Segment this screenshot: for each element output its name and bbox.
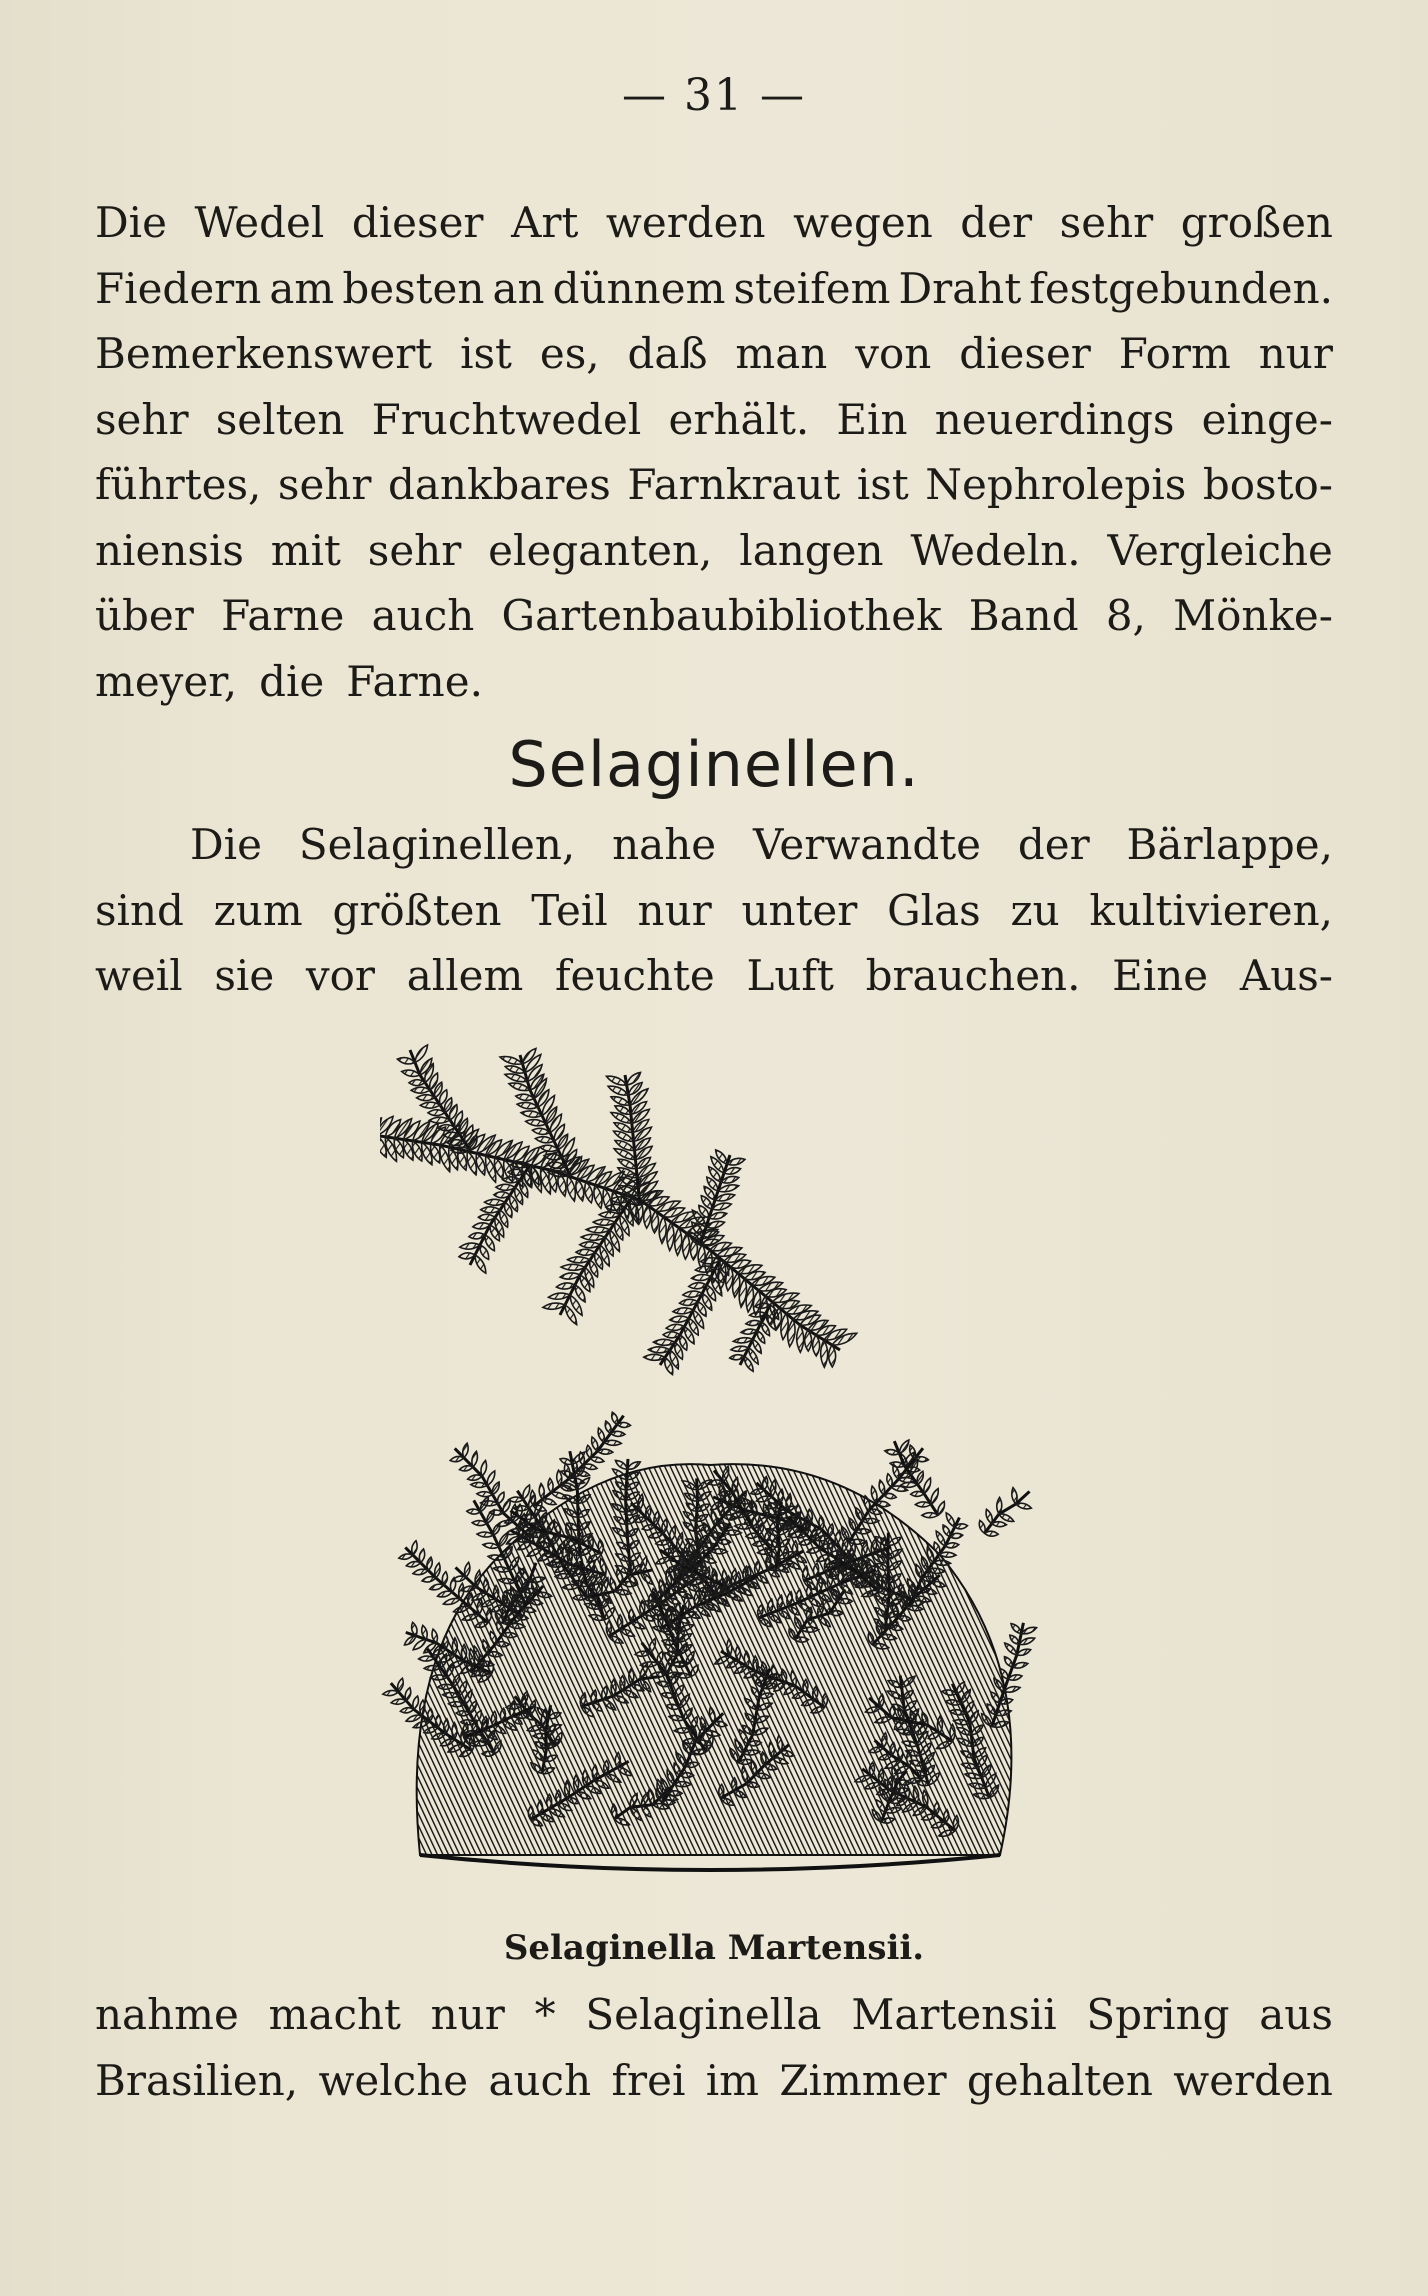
word: auch [488, 2055, 592, 2105]
text-line [95, 329, 1333, 395]
word: zum [213, 885, 303, 935]
word: über [95, 591, 194, 640]
word: Zimmer [779, 2055, 947, 2105]
word: größten [332, 885, 502, 935]
word: nur [1258, 329, 1333, 378]
word: Art [511, 198, 579, 247]
word: werden [605, 198, 766, 247]
word: sehr [95, 394, 189, 444]
word: Draht [898, 263, 1022, 313]
word: nur [430, 1990, 505, 2039]
word: von [855, 329, 932, 378]
word: Verwandte [752, 820, 982, 869]
text-line [95, 886, 1333, 952]
word: meyer, [95, 656, 238, 706]
word: sie [214, 951, 275, 1000]
word: einge- [1201, 394, 1333, 444]
word: ist [856, 460, 909, 509]
word: Ein [836, 394, 908, 444]
word: daß [627, 329, 708, 378]
word: bosto- [1202, 460, 1333, 509]
word: Band [968, 591, 1079, 640]
word: die [259, 656, 325, 706]
plant-clump [383, 1412, 1037, 1870]
word: Wedeln. [910, 525, 1081, 575]
word: auch [371, 591, 475, 640]
word: großen [1180, 198, 1333, 247]
text-line [95, 2056, 1333, 2122]
text-line [95, 657, 1333, 723]
word: mit [270, 525, 341, 575]
word: Teil [531, 885, 608, 935]
word: Farne. [346, 656, 483, 706]
word: sehr [367, 525, 462, 575]
word: unter [741, 885, 858, 935]
word: Gartenbaubibliothek [501, 591, 942, 640]
paragraph-ferns [95, 198, 1333, 722]
text-line [95, 951, 1333, 1017]
word: Farnkraut [627, 460, 841, 509]
frond-sprig [380, 1045, 857, 1375]
word: Mönke- [1173, 591, 1333, 640]
word: nahme [95, 1990, 239, 2039]
word: dieser [351, 198, 484, 247]
word: Spring [1086, 1990, 1230, 2039]
figure-caption: Selaginella Martensii. [503, 1928, 925, 1968]
word: Luft [746, 951, 834, 1000]
word: macht [268, 1990, 401, 2039]
paragraph-selaginellen [95, 820, 1333, 1017]
selaginella-illustration [380, 1035, 1060, 1895]
word: nahe [612, 820, 717, 869]
word: Fiedern [95, 263, 262, 313]
word: Aus- [1239, 951, 1333, 1000]
word: Fruchtwedel [371, 394, 642, 444]
word: sind [95, 885, 184, 935]
word: vor [305, 951, 376, 1000]
word: eleganten, [488, 525, 713, 575]
word: dieser [959, 329, 1091, 378]
word: im [705, 2055, 759, 2105]
word: Selaginellen, [298, 820, 576, 869]
word: Form [1118, 329, 1231, 378]
text-line [95, 820, 1333, 886]
word: Eine [1112, 951, 1209, 1000]
word: Brasilien, [95, 2055, 299, 2105]
word: langen [739, 525, 884, 575]
word: sehr [1059, 198, 1154, 247]
word: 8, [1105, 591, 1146, 640]
word: Bemerkenswert [95, 329, 433, 378]
word: festgebunden. [1029, 263, 1333, 313]
word: führtes, [95, 460, 262, 509]
word: * [534, 1990, 556, 2039]
text-line [95, 526, 1333, 592]
word: zu [1010, 885, 1060, 935]
word: der [1017, 820, 1090, 869]
word: werden [1173, 2055, 1333, 2105]
word: dünnem [552, 263, 726, 313]
word: dankbares [387, 460, 611, 509]
word: allem [406, 951, 524, 1000]
word: erhält. [668, 394, 810, 444]
word: Selaginella [585, 1990, 822, 2039]
word: aus [1259, 1990, 1333, 2039]
word: Farne [221, 591, 345, 640]
word: Bärlappe, [1126, 820, 1333, 869]
section-heading: Selaginellen. [508, 728, 920, 801]
text-line [95, 395, 1333, 461]
word: Vergleiche [1107, 525, 1333, 575]
word: feuchte [555, 951, 715, 1000]
word: Wedel [194, 198, 325, 247]
word: frei [611, 2055, 686, 2105]
word: brauchen. [865, 951, 1081, 1000]
text-line [95, 460, 1333, 526]
word: Die [95, 198, 167, 247]
text-line [95, 1990, 1333, 2056]
word: Die [190, 820, 262, 869]
word: nur [637, 885, 712, 935]
text-line [95, 264, 1333, 330]
word: niensis [95, 525, 244, 575]
text-line [95, 198, 1333, 264]
word: kultivieren, [1089, 885, 1333, 935]
page-number: — 31 — [622, 70, 806, 121]
word: wegen [793, 198, 933, 247]
word: Glas [887, 885, 981, 935]
word: der [960, 198, 1033, 247]
word: ist [460, 329, 512, 378]
word: an [492, 263, 545, 313]
word: besten [342, 263, 485, 313]
word: sehr [277, 460, 372, 509]
word: steifem [733, 263, 891, 313]
word: es, [539, 329, 600, 378]
word: neuerdings [934, 394, 1175, 444]
word: Nephrolepis [925, 460, 1187, 509]
paragraph-martensii [95, 1990, 1333, 2121]
text-line [95, 591, 1333, 657]
word: man [735, 329, 828, 378]
word: gehalten [966, 2055, 1153, 2105]
word: welche [318, 2055, 469, 2105]
word: selten [215, 394, 345, 444]
word: am [269, 263, 335, 313]
word: weil [95, 951, 183, 1000]
word: Martensii [851, 1990, 1057, 2039]
